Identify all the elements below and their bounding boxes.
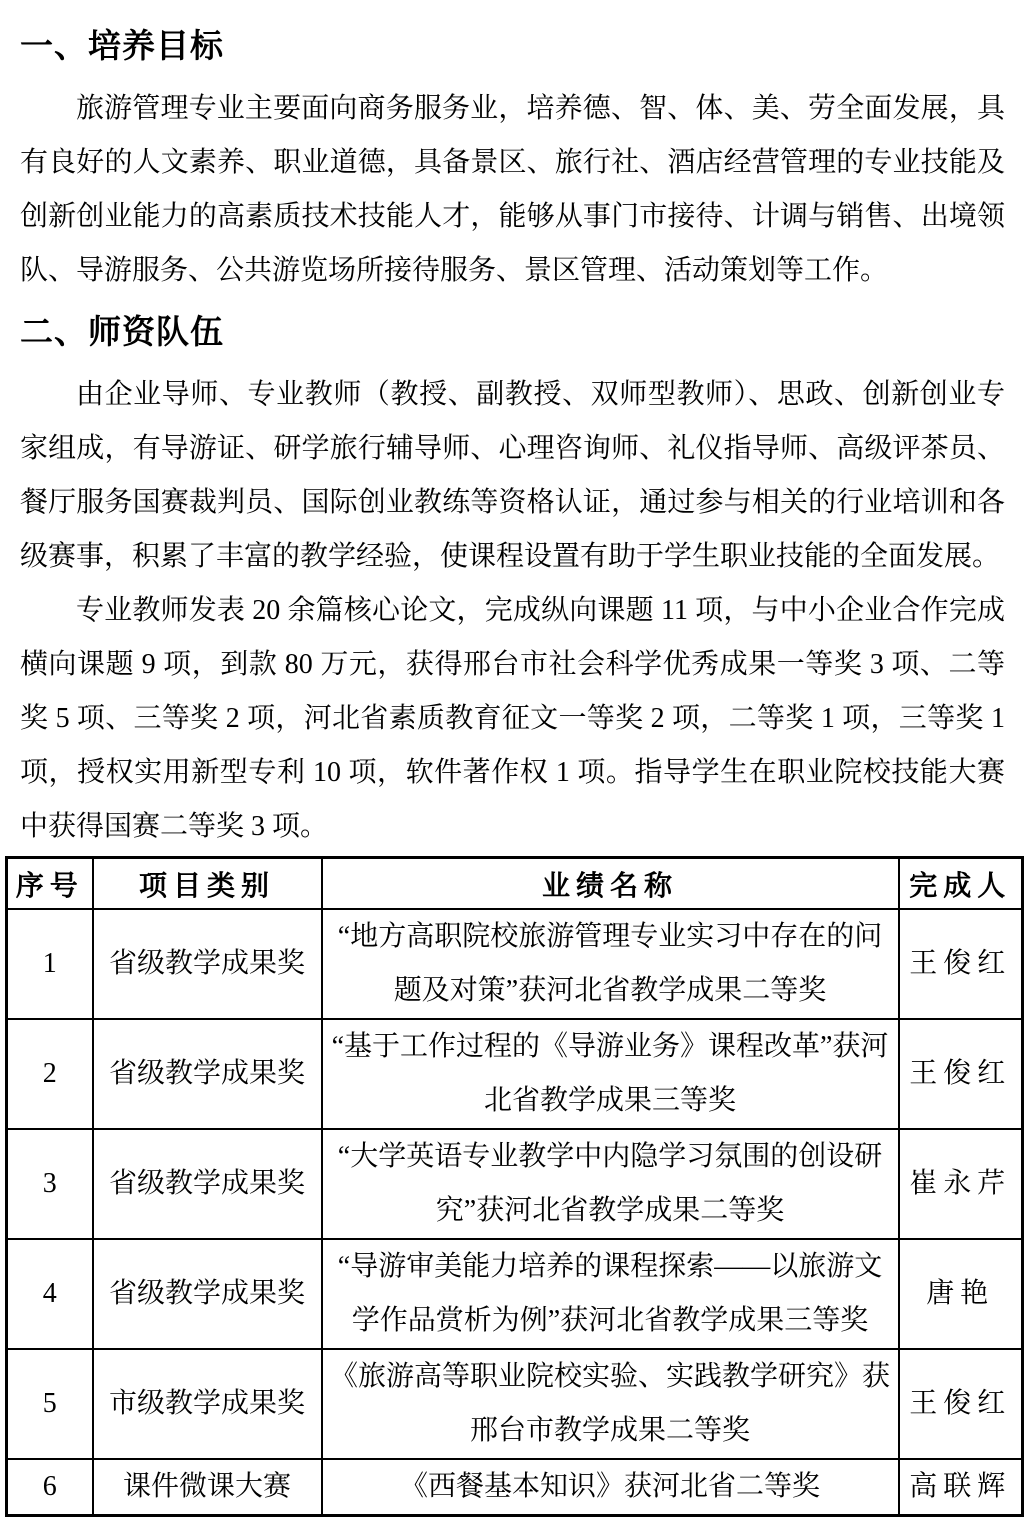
table-row	[7, 909, 1023, 1019]
cell-person: 王俊红	[899, 909, 1023, 1019]
paragraph-faculty-composition: 由企业导师、专业教师（教授、副教授、双师型教师）、思政、创新创业专家组成，有导游证、研学旅行辅导师、心理咨询师、礼仪指导师、高级评茶员、餐厅服务国赛裁判员、国际创业教练等资格认证，通过参与相关的行业培训和各级赛事，积累了丰富的教学经验，使课程设置有助于学生职业技能的全面发展。	[20, 379, 1005, 572]
section-heading-training-objectives: 一、培养目标	[20, 27, 224, 64]
table-row	[7, 1459, 1023, 1516]
cell-no: 2	[7, 1019, 93, 1129]
table-row	[7, 1019, 1023, 1129]
cell-achievement: 《旅游高等职业院校实验、实践教学研究》获邢台市教学成果二等奖	[322, 1349, 899, 1459]
cell-category: 课件微课大赛	[93, 1459, 322, 1516]
cell-person: 王俊红	[899, 1019, 1023, 1129]
cell-no: 5	[7, 1349, 93, 1459]
paragraph-faculty-achievements: 专业教师发表 20 余篇核心论文，完成纵向课题 11 项，与中小企业合作完成横向课题 9 项，到款 80 万元，获得邢台市社会科学优秀成果一等奖 3 项、二等奖 5 项、三等奖 2 项，河北省素质教育征文一等奖 2 项，二等奖 1 项，三等奖 1 项，授权实用新型专利 10 项，软件著作权 1 项。指导学生在职业院校技能大赛中获得国赛二等奖 3 项。	[20, 595, 1005, 842]
col-header-no: 序号	[7, 858, 93, 910]
cell-category: 省级教学成果奖	[93, 909, 322, 1019]
paragraph-training-objectives: 旅游管理专业主要面向商务服务业，培养德、智、体、美、劳全面发展，具有良好的人文素养、职业道德，具备景区、旅行社、酒店经营管理的专业技能及创新创业能力的高素质技术技能人才，能够从事门市接待、计调与销售、出境领队、导游服务、公共游览场所接待服务、景区管理、活动策划等工作。	[20, 93, 1005, 286]
cell-person: 唐艳	[899, 1239, 1023, 1349]
cell-no: 1	[7, 909, 93, 1019]
achievements-table	[5, 856, 1024, 1517]
cell-achievement: “基于工作过程的《导游业务》课程改革”获河北省教学成果三等奖	[322, 1019, 899, 1129]
cell-category: 市级教学成果奖	[93, 1349, 322, 1459]
cell-category: 省级教学成果奖	[93, 1019, 322, 1129]
table-row	[7, 1239, 1023, 1349]
table-row	[7, 1129, 1023, 1239]
col-header-achievement: 业绩名称	[322, 858, 899, 910]
cell-achievement: 《西餐基本知识》获河北省二等奖	[322, 1459, 899, 1516]
cell-person: 崔永芹	[899, 1129, 1023, 1239]
section-heading-faculty-team: 二、师资队伍	[20, 313, 224, 350]
table-body	[7, 909, 1023, 1516]
cell-person: 高联辉	[899, 1459, 1023, 1516]
cell-achievement: “大学英语专业教学中内隐学习氛围的创设研究”获河北省教学成果二等奖	[322, 1129, 899, 1239]
cell-no: 4	[7, 1239, 93, 1349]
cell-no: 6	[7, 1459, 93, 1516]
cell-person: 王俊红	[899, 1349, 1023, 1459]
col-header-person: 完成人	[899, 858, 1023, 910]
table-header-row	[7, 858, 1023, 910]
table-row	[7, 1349, 1023, 1459]
col-header-category: 项目类别	[93, 858, 322, 910]
cell-achievement: “地方高职院校旅游管理专业实习中存在的问题及对策”获河北省教学成果二等奖	[322, 909, 899, 1019]
cell-category: 省级教学成果奖	[93, 1239, 322, 1349]
cell-achievement: “导游审美能力培养的课程探索——以旅游文学作品赏析为例”获河北省教学成果三等奖	[322, 1239, 899, 1349]
cell-no: 3	[7, 1129, 93, 1239]
cell-category: 省级教学成果奖	[93, 1129, 322, 1239]
